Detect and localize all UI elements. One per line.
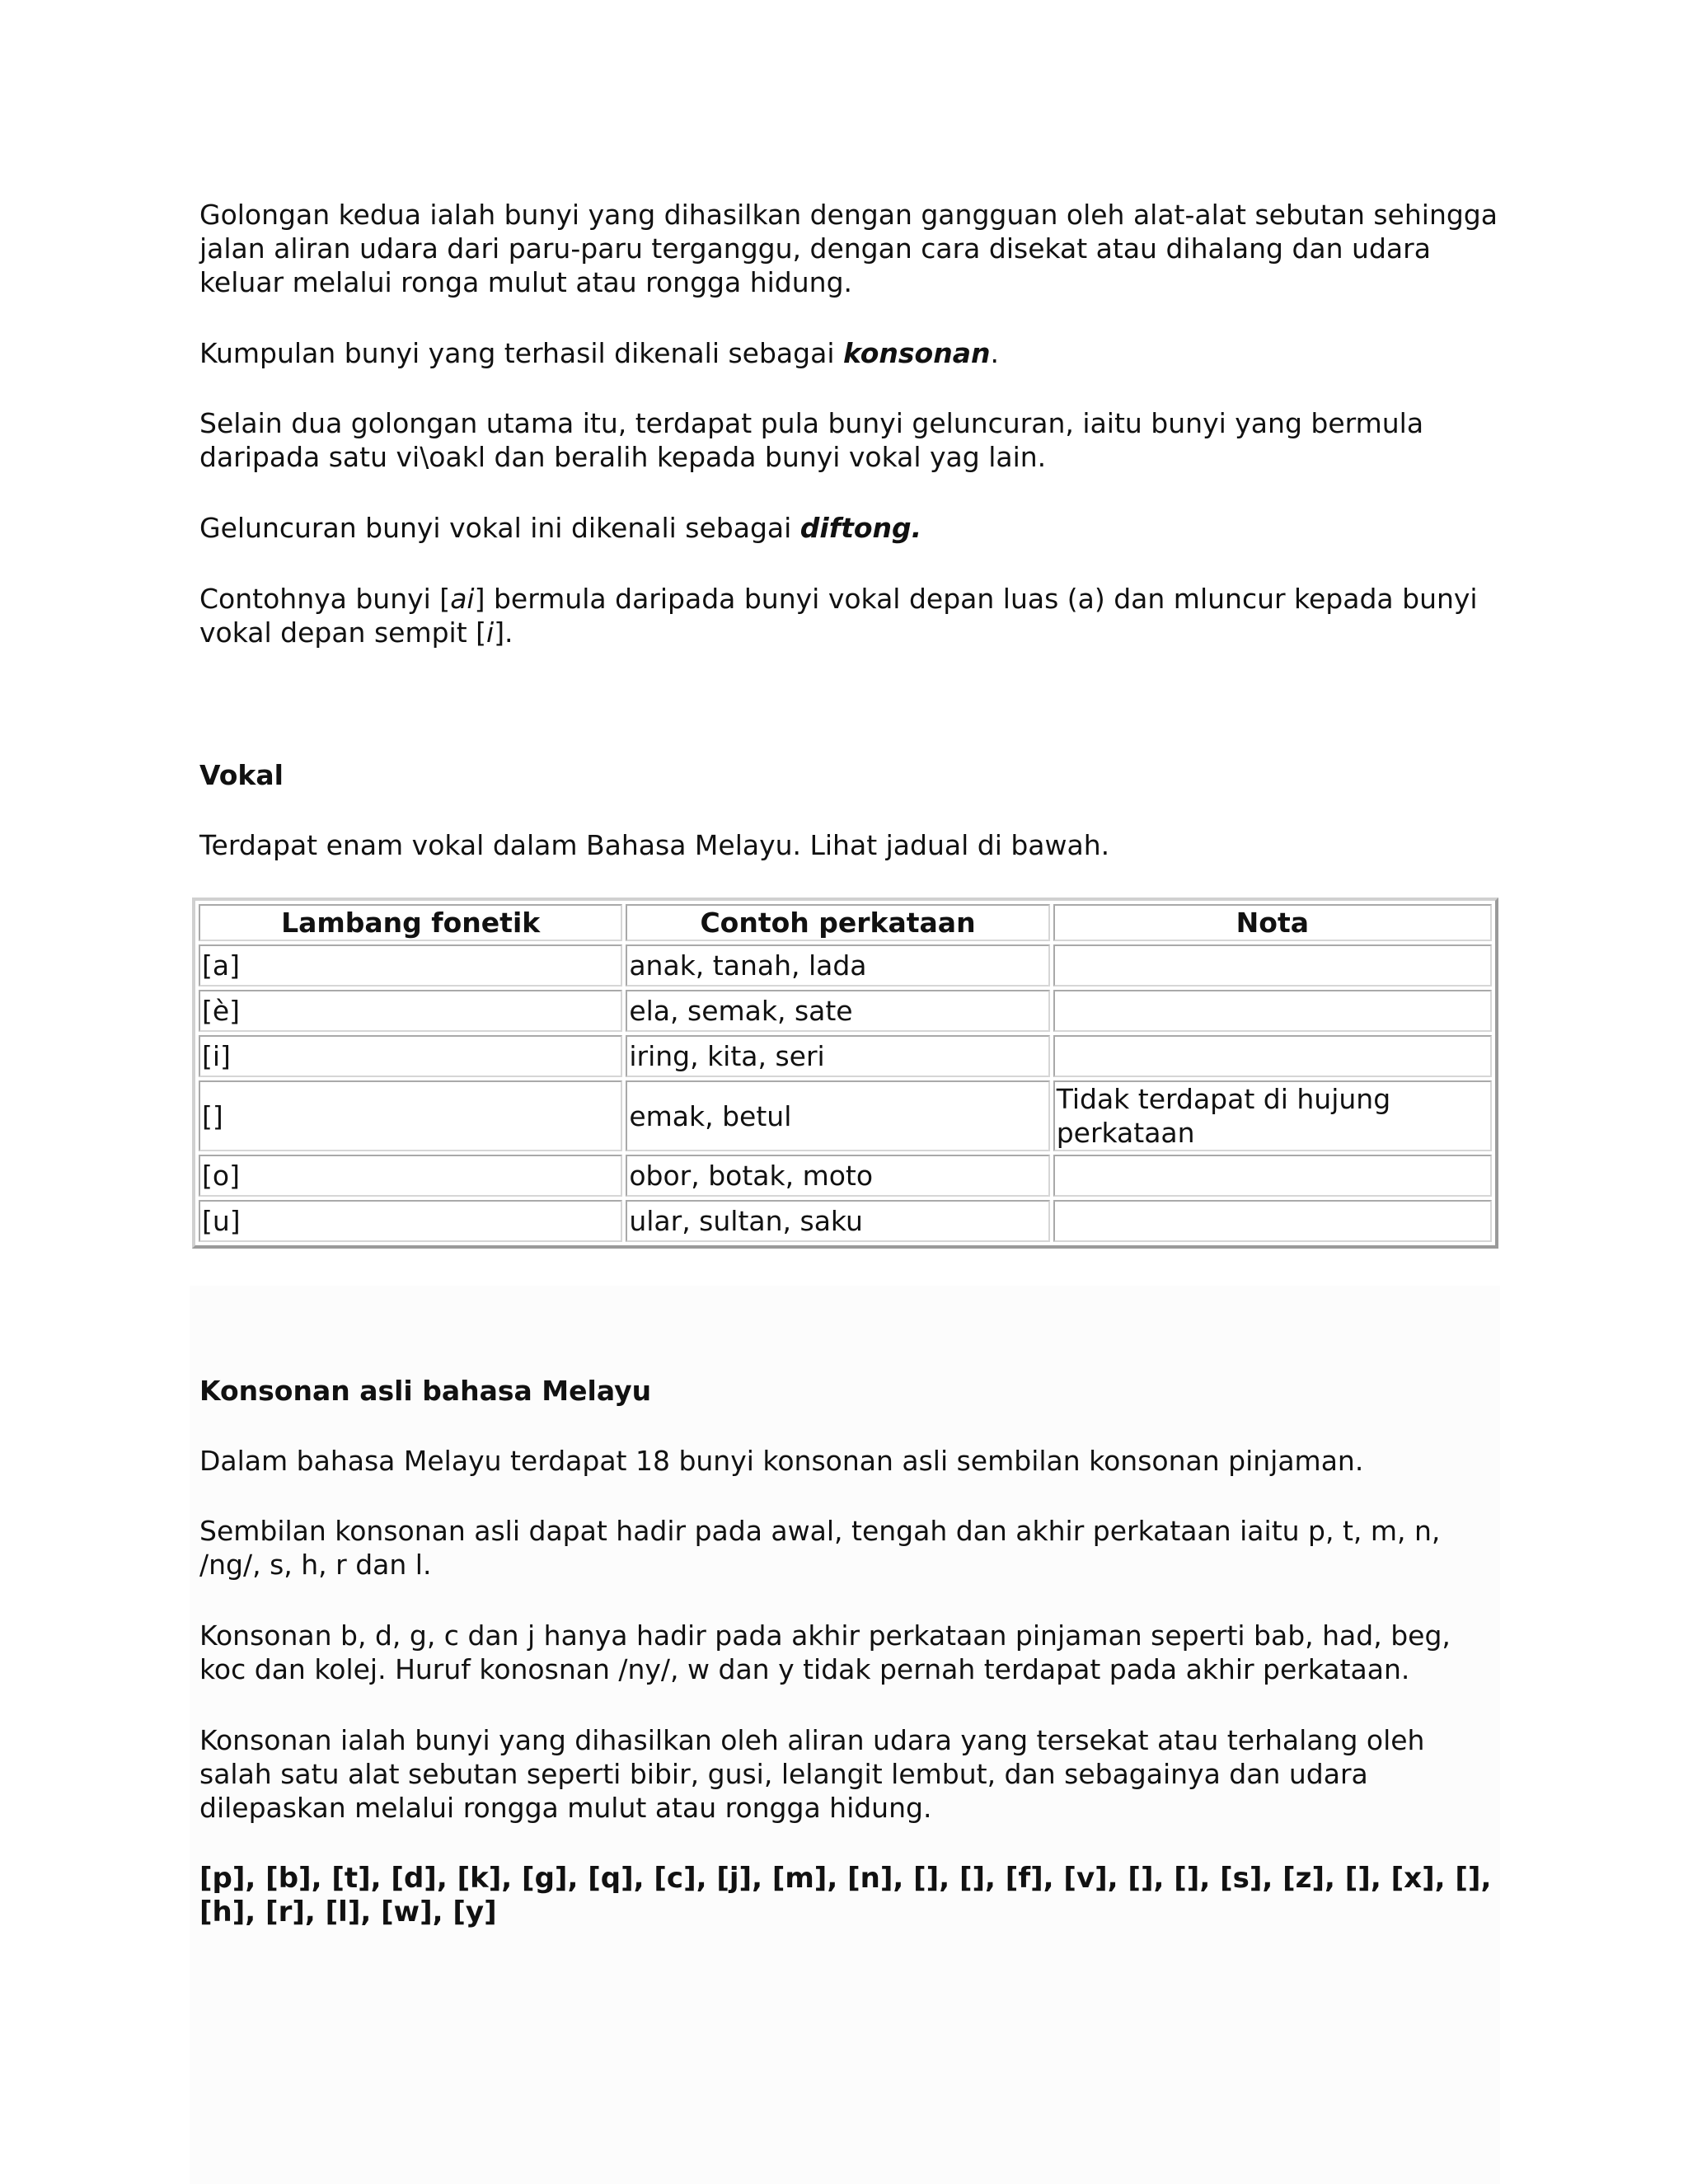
text: Contohnya bunyi [ (199, 583, 451, 615)
cell-lambang: [] (199, 1080, 622, 1151)
cell-nota (1053, 990, 1492, 1032)
table-row (199, 944, 1492, 987)
heading-konsonan-asli: Konsonan asli bahasa Melayu (199, 1375, 652, 1407)
cell-lambang: [i] (199, 1035, 622, 1077)
column-header-lambang: Lambang fonetik (199, 904, 622, 941)
table-row (199, 1155, 1492, 1197)
paragraph-konsonan-definition: Konsonan ialah bunyi yang dihasilkan oleh aliran udara yang tersekat atau terhalang oleh salah satu alat sebutan seperti bibir, gusi, lelangit lembut, dan sebagainya dan udara dilepaskan melalui rongga mulut atau rongga hidung. (199, 1724, 1425, 1824)
text: ]. (494, 616, 513, 649)
cell-contoh: anak, tanah, lada (626, 944, 1049, 987)
cell-nota: Tidak terdapat di hujung perkataan (1053, 1080, 1492, 1151)
table-row (199, 1200, 1492, 1242)
table-row (199, 1080, 1492, 1151)
cell-nota (1053, 1155, 1492, 1197)
italic-i: i (486, 616, 495, 649)
document-body (199, 198, 1502, 1929)
cell-lambang: [a] (199, 944, 622, 987)
paragraph-konsonan-pinjaman: Konsonan b, d, g, c dan j hanya hadir pada akhir perkataan pinjaman seperti bab, had, beg, koc dan kolej. Huruf konosnan /ny/, w dan y tidak pernah terdapat pada akhir perkataan. (199, 1619, 1451, 1685)
column-header-contoh: Contoh perkataan (626, 904, 1049, 941)
italic-ai: ai (450, 583, 475, 615)
column-header-nota: Nota (1053, 904, 1492, 941)
term-konsonan: konsonan (842, 337, 991, 369)
cell-nota (1053, 1035, 1492, 1077)
paragraph-konsonan-asli-positions: Sembilan konsonan asli dapat hadir pada awal, tengah dan akhir perkataan iaitu p, t, m, n, /ng/, s, h, r dan l. (199, 1515, 1441, 1581)
cell-contoh: emak, betul (626, 1080, 1049, 1151)
paragraph-geluncuran: Selain dua golongan utama itu, terdapat pula bunyi geluncuran, iaitu bunyi yang bermula daripada satu vi\oakl dan beralih kepada bunyi vokal yag lain. (199, 407, 1424, 473)
text: Geluncuran bunyi vokal ini dikenali sebagai (199, 512, 800, 544)
text: ] bermula daripada bunyi vokal depan luas (a) dan mluncur kepada bunyi vokal depan sempit [ (199, 583, 1478, 649)
konsonan-symbol-list: [p], [b], [t], [d], [k], [g], [q], [c], [j], [m], [n], [], [], [f], [v], [], [], [s], [z], [], [x], [], [h], [r], [l], [w], [y] (199, 1862, 1492, 1929)
heading-vokal: Vokal (199, 759, 284, 791)
cell-contoh: iring, kita, seri (626, 1035, 1049, 1077)
paragraph-diftong-definition (199, 511, 1502, 545)
paragraph-konsonan-definition (199, 336, 1502, 370)
term-diftong: diftong. (799, 512, 922, 544)
cell-lambang: [u] (199, 1200, 622, 1242)
cell-contoh: ela, semak, sate (626, 990, 1049, 1032)
text: . (990, 337, 999, 369)
paragraph-vokal-intro: Terdapat enam vokal dalam Bahasa Melayu. Lihat jadual di bawah. (199, 829, 1110, 861)
table-row (199, 1035, 1492, 1077)
table-header-row (199, 904, 1492, 941)
cell-contoh: ular, sultan, saku (626, 1200, 1049, 1242)
paragraph-konsonan-count: Dalam bahasa Melayu terdapat 18 bunyi konsonan asli sembilan konsonan pinjaman. (199, 1445, 1364, 1477)
vokal-table (192, 898, 1498, 1249)
text: Kumpulan bunyi yang terhasil dikenali sebagai (199, 337, 843, 369)
cell-lambang: [è] (199, 990, 622, 1032)
cell-nota (1053, 1200, 1492, 1242)
cell-nota (1053, 944, 1492, 987)
table-row (199, 990, 1492, 1032)
paragraph-contoh-diftong (199, 582, 1502, 649)
cell-lambang: [o] (199, 1155, 622, 1197)
cell-contoh: obor, botak, moto (626, 1155, 1049, 1197)
paragraph-golongan-kedua: Golongan kedua ialah bunyi yang dihasilkan dengan gangguan oleh alat-alat sebutan sehingga jalan aliran udara dari paru-paru terganggu, dengan cara disekat atau dihalang dan udara keluar melalui ronga mulut atau rongga hidung. (199, 199, 1498, 298)
